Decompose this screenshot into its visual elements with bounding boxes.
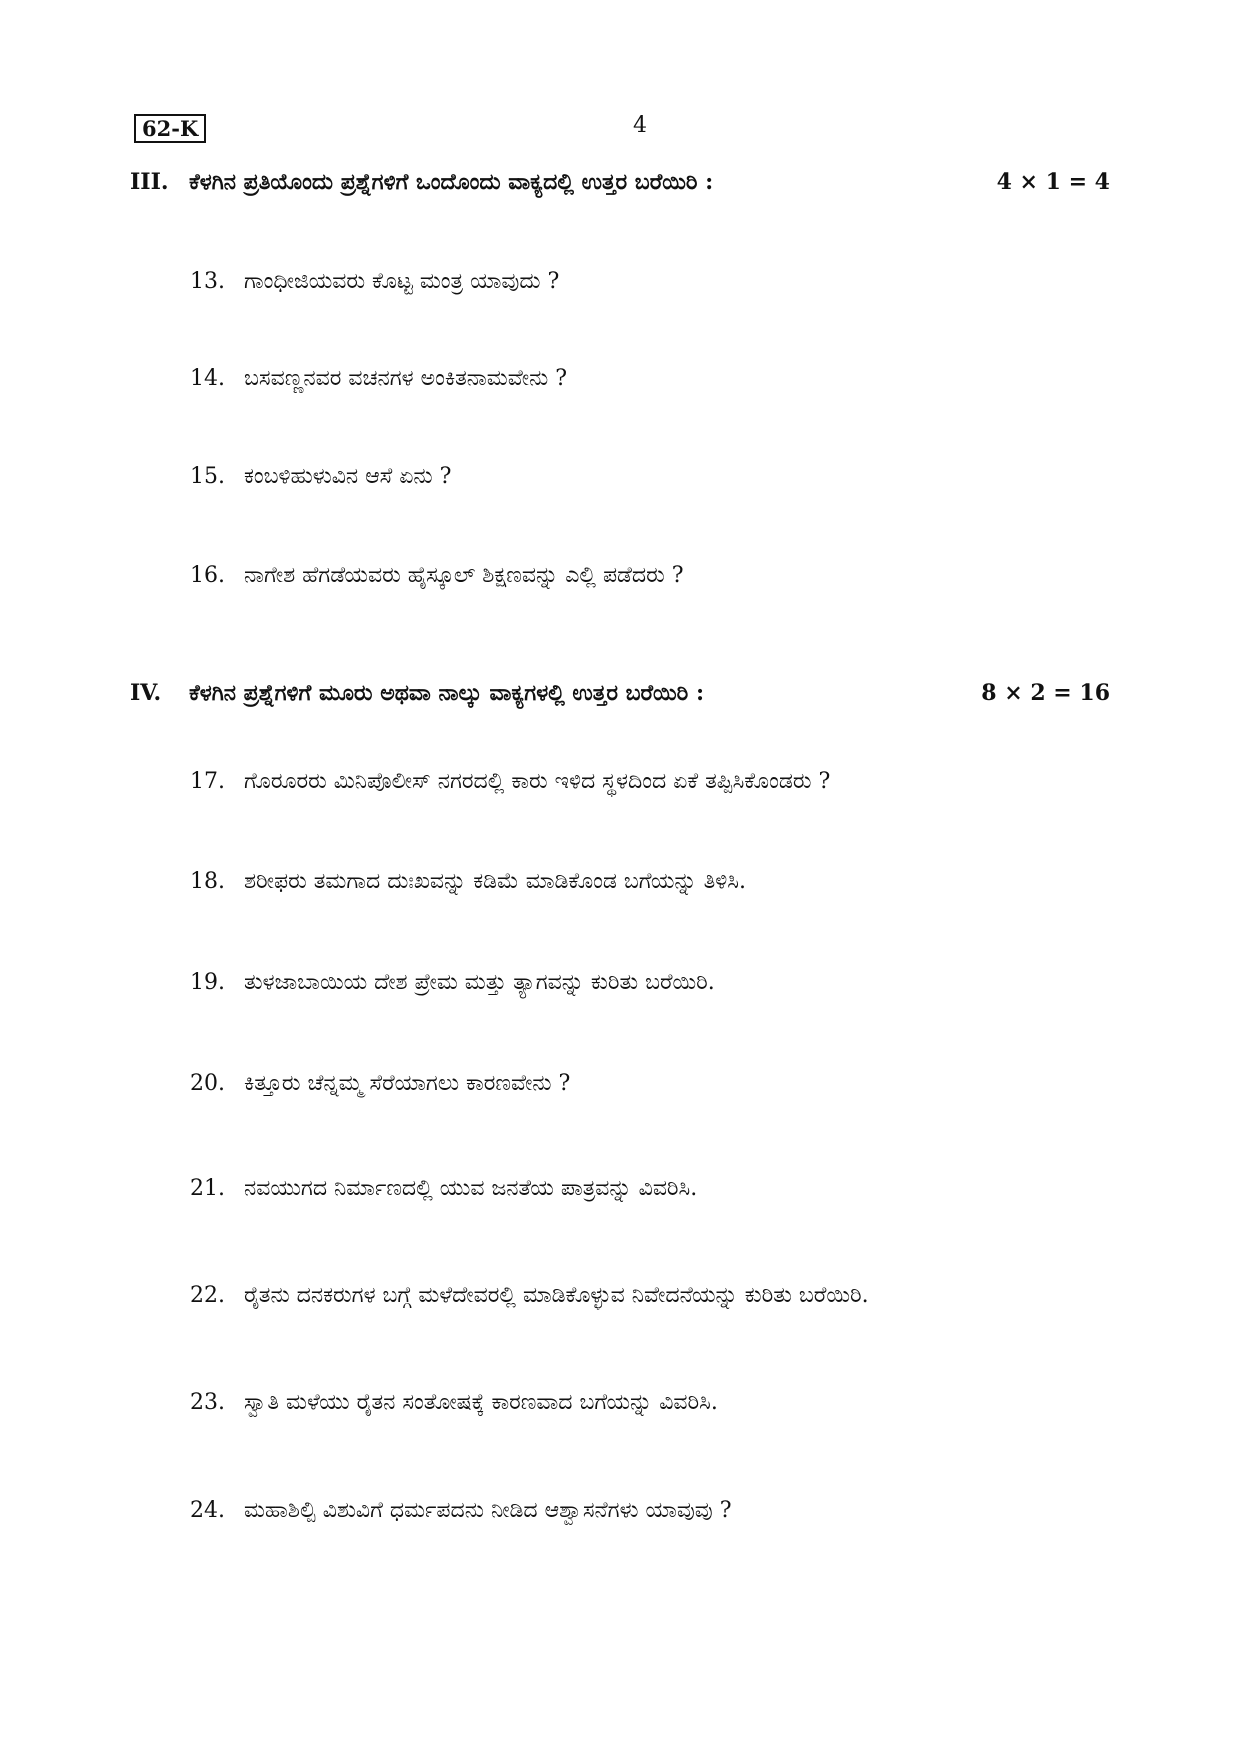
question-number: 22. bbox=[190, 1283, 225, 1308]
question-14 bbox=[190, 362, 1090, 396]
question-text: ತುಳಜಾಬಾಯಿಯ ದೇಶ ಪ್ರೇಮ ಮತ್ತು ತ್ಯಾಗವನ್ನು ಕುರಿತು ಬರೆಯಿರಿ. bbox=[244, 970, 715, 995]
question-number: 13. bbox=[190, 269, 225, 294]
section-marks: 8 × 2 = 16 bbox=[981, 680, 1110, 706]
question-number: 24. bbox=[190, 1498, 225, 1523]
question-text: ಸ್ವಾತಿ ಮಳೆಯು ರೈತನ ಸಂತೋಷಕ್ಕೆ ಕಾರಣವಾದ ಬಗೆಯನ್ನು ವಿವರಿಸಿ. bbox=[244, 1390, 718, 1415]
question-19 bbox=[190, 966, 1090, 1000]
question-number: 23. bbox=[190, 1390, 225, 1415]
question-number: 18. bbox=[190, 869, 225, 894]
question-text: ಗೊರೂರರು ಮಿನಿಪೊಲೀಸ್ ನಗರದಲ್ಲಿ ಕಾರು ಇಳಿದ ಸ್ಥಳದಿಂದ ಏಕೆ ತಪ್ಪಿಸಿಕೊಂಡರು ? bbox=[244, 769, 831, 794]
question-18 bbox=[190, 865, 1090, 899]
question-text: ಗಾಂಧೀಜಿಯವರು ಕೊಟ್ಟ ಮಂತ್ರ ಯಾವುದು ? bbox=[244, 269, 560, 294]
question-text: ಮಹಾಶಿಲ್ಪಿ ವಿಶುವಿಗೆ ಧರ್ಮಪದನು ನೀಡಿದ ಆಶ್ವಾಸನೆಗಳು ಯಾವುವು ? bbox=[244, 1498, 732, 1523]
section-iv-heading bbox=[130, 677, 1110, 709]
question-17 bbox=[190, 765, 1090, 799]
section-instruction: ಕೆಳಗಿನ ಪ್ರತಿಯೊಂದು ಪ್ರಶ್ನೆಗಳಿಗೆ ಒಂದೊಂದು ವಾಕ್ಯದಲ್ಲಿ ಉತ್ತರ ಬರೆಯಿರಿ : bbox=[189, 169, 714, 195]
paper-code: 62-K bbox=[134, 114, 206, 143]
section-iii-heading bbox=[130, 166, 1110, 198]
question-text: ರೈತನು ದನಕರುಗಳ ಬಗ್ಗೆ ಮಳೆದೇವರಲ್ಲಿ ಮಾಡಿಕೊಳ್ಳುವ ನಿವೇದನೆಯನ್ನು ಕುರಿತು ಬರೆಯಿರಿ. bbox=[244, 1283, 869, 1308]
question-text: ಶರೀಫರು ತಮಗಾದ ದುಃಖವನ್ನು ಕಡಿಮೆ ಮಾಡಿಕೊಂಡ ಬಗೆಯನ್ನು ತಿಳಿಸಿ. bbox=[244, 869, 746, 894]
question-number: 19. bbox=[190, 970, 225, 995]
page-number: 4 bbox=[633, 113, 647, 138]
question-20 bbox=[190, 1067, 1090, 1101]
section-marks: 4 × 1 = 4 bbox=[996, 169, 1110, 195]
section-number: III. bbox=[130, 169, 169, 195]
question-text: ಕಂಬಳಿಹುಳುವಿನ ಆಸೆ ಏನು ? bbox=[244, 464, 452, 489]
section-number: IV. bbox=[130, 680, 162, 706]
section-instruction: ಕೆಳಗಿನ ಪ್ರಶ್ನೆಗಳಿಗೆ ಮೂರು ಅಥವಾ ನಾಲ್ಕು ವಾಕ್ಯಗಳಲ್ಲಿ ಉತ್ತರ ಬರೆಯಿರಿ : bbox=[189, 680, 705, 706]
question-number: 14. bbox=[190, 366, 225, 391]
question-text: ನಾಗೇಶ ಹೆಗಡೆಯವರು ಹೈಸ್ಕೂಲ್ ಶಿಕ್ಷಣವನ್ನು ಎಲ್ಲಿ ಪಡೆದರು ? bbox=[244, 563, 684, 588]
question-16 bbox=[190, 559, 1090, 593]
question-text: ಕಿತ್ತೂರು ಚೆನ್ನಮ್ಮ ಸೆರೆಯಾಗಲು ಕಾರಣವೇನು ? bbox=[244, 1071, 571, 1096]
question-number: 17. bbox=[190, 769, 225, 794]
question-number: 15. bbox=[190, 464, 225, 489]
question-15 bbox=[190, 460, 1090, 494]
question-number: 16. bbox=[190, 563, 225, 588]
question-23 bbox=[190, 1386, 1090, 1420]
question-text: ನವಯುಗದ ನಿರ್ಮಾಣದಲ್ಲಿ ಯುವ ಜನತೆಯ ಪಾತ್ರವನ್ನು ವಿವರಿಸಿ. bbox=[244, 1176, 698, 1201]
question-24 bbox=[190, 1494, 1090, 1528]
question-number: 21. bbox=[190, 1176, 225, 1201]
question-21 bbox=[190, 1172, 1090, 1206]
question-number: 20. bbox=[190, 1071, 225, 1096]
question-13 bbox=[190, 265, 1090, 299]
question-text: ಬಸವಣ್ಣನವರ ವಚನಗಳ ಅಂಕಿತನಾಮವೇನು ? bbox=[244, 366, 568, 391]
question-22 bbox=[190, 1279, 1090, 1313]
